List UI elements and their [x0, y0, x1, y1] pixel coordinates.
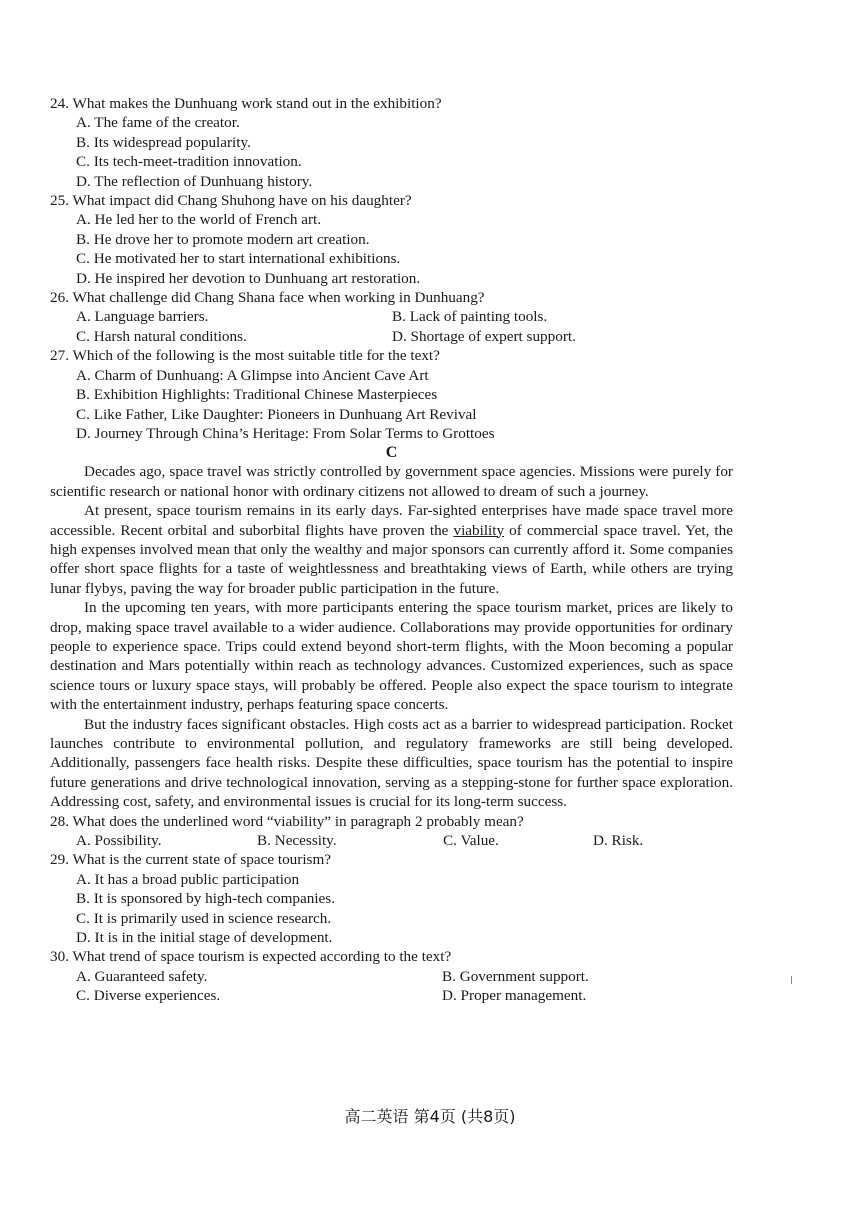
paragraph-2-text-after: of commercial space travel. Yet, the high expenses involved mean that only the wealthy and major sponsors can currently afford it. Some companies offer short space flights for a taste of weightlessness and breathtaking views of Earth, while others are trying lunar flybys, paving the way for broader public participation in the future.	[50, 521, 733, 597]
question-30-options-row-1	[76, 967, 733, 986]
section-c-paragraph-2	[50, 501, 733, 598]
question-27-stem: 27. Which of the following is the most suitable title for the text?	[50, 347, 440, 365]
question-26-options-row-1	[76, 307, 733, 326]
question-30-option-b: B. Government support.	[442, 967, 589, 985]
section-c-paragraph-3: In the upcoming ten years, with more participants entering the space tourism market, prices are likely to drop, making space travel available to a wider audience. Collaborations may provide opportunities for ordinary people to experience space. Trips could extend beyond short-term flights, with the Moon becoming a popular destination and Mars potentially within reach as technology advances. Customized experiences, such as space science tours or luxury space stays, will probably be offered. People also expect the space tourism to integrate with the entertainment industry, perhaps featuring space concerts.	[50, 599, 733, 714]
question-28-option-c: C. Value.	[443, 832, 499, 850]
question-25-option-c: C. He motivated her to start international exhibitions.	[76, 250, 401, 268]
question-28-options-row	[76, 831, 733, 850]
question-25-option-b: B. He drove her to promote modern art creation.	[76, 230, 370, 248]
question-27-option-b: B. Exhibition Highlights: Traditional Chinese Masterpieces	[76, 386, 438, 404]
question-25-stem: 25. What impact did Chang Shuhong have on his daughter?	[50, 192, 412, 210]
question-26-option-a: A. Language barriers.	[76, 308, 209, 326]
question-30-stem: 30. What trend of space tourism is expected according to the text?	[50, 948, 452, 966]
question-27-option-a: A. Charm of Dunhuang: A Glimpse into Ancient Cave Art	[76, 366, 429, 384]
underlined-word-viability: viability	[453, 521, 505, 539]
question-28-stem: 28. What does the underlined word “viability” in paragraph 2 probably mean?	[50, 812, 524, 830]
question-26-options-row-2	[76, 327, 733, 346]
question-28-option-d: D. Risk.	[593, 832, 644, 850]
question-26-option-d: D. Shortage of expert support.	[392, 327, 576, 345]
question-30-options-row-2	[76, 986, 733, 1005]
page-content	[50, 94, 733, 1006]
paragraph-2-text-before: At present, space tourism remains in its early days. Far-sighted enterprises have made space travel more accessible. Recent orbital and suborbital flights have proven the	[50, 502, 733, 539]
question-28-option-a: A. Possibility.	[76, 832, 162, 850]
question-24-option-a: A. The fame of the creator.	[76, 114, 240, 132]
question-24-stem: 24. What makes the Dunhuang work stand out in the exhibition?	[50, 95, 442, 112]
question-30-option-a: A. Guaranteed safety.	[76, 967, 208, 985]
question-27-option-d: D. Journey Through China’s Heritage: From Solar Terms to Grottoes	[76, 424, 495, 442]
question-29-stem: 29. What is the current state of space tourism?	[50, 851, 332, 869]
question-24-option-c: C. Its tech-meet-tradition innovation.	[76, 153, 302, 171]
question-26-option-b: B. Lack of painting tools.	[392, 308, 548, 326]
question-28-option-b: B. Necessity.	[257, 832, 337, 850]
margin-mark	[791, 976, 792, 984]
section-c-paragraph-1: Decades ago, space travel was strictly controlled by government space agencies. Missions were purely for scientific research or national honor with ordinary citizens not allowed to dream of such a journey.	[50, 463, 733, 500]
section-c-paragraph-4: But the industry faces significant obstacles. High costs act as a barrier to widespread participation. Rocket launches contribute to environmental pollution, and regulatory frameworks are still being developed. Additionally, passengers face health risks. Despite these difficulties, space tourism has the potential to inspire future generations and drive technological innovation, serving as a stepping-stone for further space exploration. Addressing cost, safety, and environmental issues is crucial for its long-term success.	[50, 715, 733, 811]
question-25-option-a: A. He led her to the world of French art.	[76, 211, 322, 229]
question-29-option-d: D. It is in the initial stage of development.	[76, 929, 333, 947]
section-c-title: C	[385, 444, 398, 462]
page-footer: 高二英语 第4页 (共8页)	[344, 1107, 516, 1126]
question-26-stem: 26. What challenge did Chang Shana face when working in Dunhuang?	[50, 289, 485, 307]
question-24-option-d: D. The reflection of Dunhuang history.	[76, 172, 313, 190]
question-26-option-c: C. Harsh natural conditions.	[76, 327, 247, 345]
question-24-option-b: B. Its widespread popularity.	[76, 133, 251, 151]
question-30-option-c: C. Diverse experiences.	[76, 987, 221, 1005]
question-27-option-c: C. Like Father, Like Daughter: Pioneers in Dunhuang Art Revival	[76, 405, 477, 423]
question-29-option-a: A. It has a broad public participation	[76, 870, 300, 888]
question-25-option-d: D. He inspired her devotion to Dunhuang art restoration.	[76, 269, 421, 287]
question-30-option-d: D. Proper management.	[442, 987, 587, 1005]
question-29-option-b: B. It is sponsored by high-tech companies.	[76, 890, 335, 908]
question-29-option-c: C. It is primarily used in science research.	[76, 909, 332, 927]
